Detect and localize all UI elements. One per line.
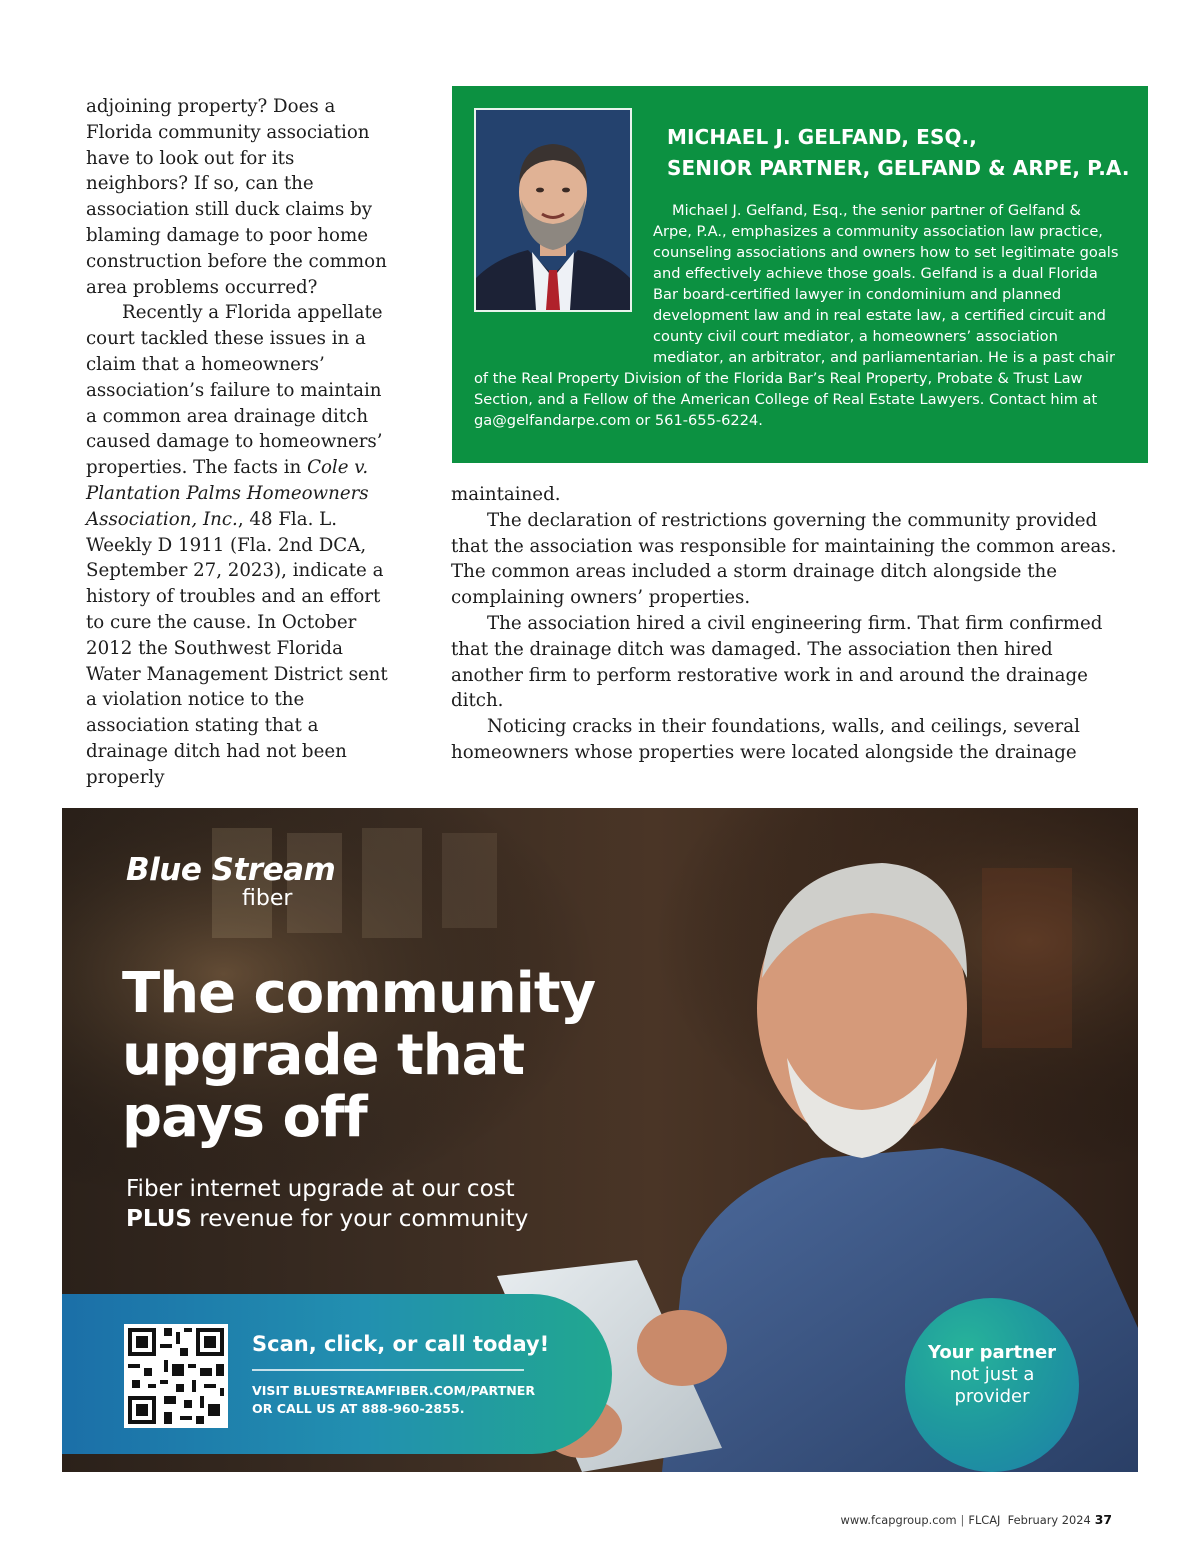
bluestream-logo: [126, 852, 336, 911]
footer-separator: |: [960, 1513, 965, 1527]
badge-line: not just a: [949, 1364, 1035, 1385]
badge-line: Your partner: [927, 1342, 1057, 1363]
bio-line: Arpe, P.A., emphasizes a community association law practice,: [653, 223, 1103, 240]
case-citation: Cole v. Plantation Palms Homeowners Association, Inc.: [86, 457, 369, 530]
cta-contact[interactable]: [252, 1382, 535, 1418]
cta-website[interactable]: VISIT BLUESTREAMFIBER.COM/PARTNER: [252, 1383, 536, 1398]
footer-magazine: FLCAJ: [968, 1513, 1001, 1527]
article-paragraph: Noticing cracks in their foundations, walls, and ceilings, several homeowners whose properties were located alongside the drainage: [451, 716, 1080, 763]
bio-line: counseling associations and owners how to set legitimate goals: [653, 244, 1119, 261]
bio-line: ga@gelfandarpe.com or 561-655-6224.: [474, 412, 763, 429]
qr-code[interactable]: [124, 1324, 228, 1428]
page-footer: [841, 1512, 1113, 1527]
plus-emphasis: PLUS: [126, 1206, 192, 1232]
logo-sub: fiber: [242, 886, 293, 911]
ad-subheadline: [126, 1174, 528, 1234]
headline-line: pays off: [122, 1085, 367, 1150]
author-bio-text: [474, 200, 1134, 431]
cta-title: Scan, click, or call today!: [252, 1332, 550, 1356]
article-left-column: [86, 94, 392, 791]
subheadline-line: [126, 1204, 528, 1234]
subheadline-line: Fiber internet upgrade at our cost: [126, 1176, 515, 1202]
subheadline-rest: revenue for your community: [191, 1206, 529, 1232]
article-paragraph: maintained.: [451, 484, 561, 505]
page-number: 37: [1094, 1512, 1112, 1527]
article-right-column: [451, 482, 1121, 766]
bio-line: Michael J. Gelfand, Esq., the senior partner of Gelfand &: [672, 202, 1081, 219]
cta-panel[interactable]: [62, 1294, 612, 1454]
cta-phone[interactable]: OR CALL US AT 888-960-2855.: [252, 1401, 465, 1416]
bio-line: of the Real Property Division of the Florida Bar’s Real Property, Probate & Trust Law: [474, 370, 1083, 387]
cta-divider: [252, 1369, 524, 1371]
article-text: Recently a Florida appellate court tackled these issues in a claim that a homeowners’ association’s failure to maintain a common area drainage ditch caused damage to homeowners’ properties. The facts in: [86, 302, 383, 479]
author-title: SENIOR PARTNER, GELFAND & ARPE, P.A.: [667, 156, 1130, 180]
partner-badge: [905, 1298, 1079, 1472]
article-paragraph: The declaration of restrictions governing the community provided that the association was responsible for maintaining the common areas. The common areas included a storm drainage ditch alongside the complaining owners’ properties.: [451, 509, 1117, 609]
author-name-title: [667, 122, 1130, 184]
headline-line: upgrade that: [122, 1023, 525, 1088]
author-bio-box: [452, 86, 1148, 463]
bio-line: mediator, an arbitrator, and parliamentarian. He is a past chair: [653, 349, 1115, 366]
bio-line: development law and in real estate law, a certified circuit and: [653, 307, 1106, 324]
article-paragraph: The association hired a civil engineering firm. That firm confirmed that the drainage ditch was damaged. The association then hired another firm to perform restorative work in and around the drainage ditch.: [451, 612, 1103, 712]
author-name: MICHAEL J. GELFAND, ESQ.,: [667, 125, 977, 149]
badge-line: provider: [954, 1386, 1030, 1407]
article-paragraph: [86, 300, 392, 790]
bluestream-advertisement[interactable]: [62, 808, 1138, 1472]
ad-headline: [122, 963, 595, 1149]
article-paragraph: adjoining property? Does a Florida community association have to look out for its neighbors? If so, can the association still duck claims by blaming damage to poor home construction before the common area problems occurred?: [86, 96, 387, 298]
headline-line: The community: [122, 961, 596, 1026]
bio-line: county civil court mediator, a homeowners’ association: [653, 328, 1058, 345]
bio-line: and effectively achieve those goals. Gelfand is a dual Florida: [653, 265, 1098, 282]
logo-brand: Blue Stream: [126, 852, 336, 888]
bio-line: Bar board-certified lawyer in condominium and planned: [653, 286, 1062, 303]
article-text: , 48 Fla. L. Weekly D 1911 (Fla. 2nd DCA, September 27, 2023), indicate a history of troubles and an effort to cure the cause. In October 2012 the Southwest Florida Water Management District sent a violation notice to the association stating that a drainage ditch had not been properly: [86, 508, 388, 788]
bio-line: Section, and a Fellow of the American College of Real Estate Lawyers. Contact him at: [474, 391, 1098, 408]
footer-date: February 2024: [1007, 1513, 1091, 1527]
footer-website[interactable]: www.fcapgroup.com: [840, 1513, 957, 1527]
